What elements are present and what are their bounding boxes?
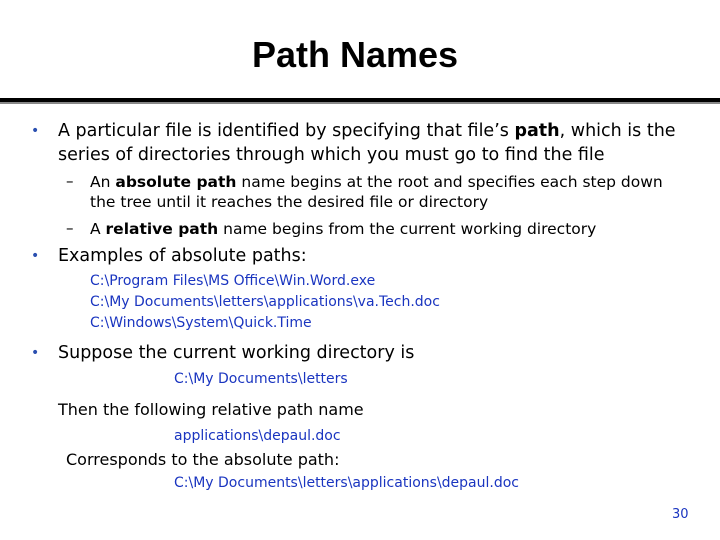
dash-icon: –	[66, 172, 74, 190]
bullet-examples: Examples of absolute paths:	[58, 246, 307, 266]
bullet-suppose: Suppose the current working directory is	[58, 343, 415, 363]
bullet-icon: •	[31, 248, 40, 264]
bullet-text: , which is the series of directories through which you must go to find the file	[58, 121, 676, 165]
bullet-path-definition	[58, 119, 698, 167]
page-number: 30	[672, 507, 689, 522]
example-path: C:\Windows\System\Quick.Time	[90, 315, 312, 331]
bold-term: relative path	[105, 220, 219, 238]
example-paths-list	[90, 271, 440, 334]
sub-text: An	[90, 173, 116, 191]
relative-path-example: applications\depaul.doc	[174, 428, 341, 444]
bold-term: absolute path	[115, 173, 237, 191]
bold-term: path	[514, 121, 560, 141]
bullet-text: A particular file is identified by specifying that file’s	[58, 121, 515, 141]
bullet-icon: •	[31, 345, 40, 361]
sub-text: A	[90, 220, 106, 238]
bullet-icon: •	[31, 123, 40, 139]
example-path: C:\My Documents\letters\applications\va.Tech.doc	[90, 294, 440, 310]
then-text: Then the following relative path name	[58, 400, 364, 419]
sub-bullet-relative	[90, 219, 690, 239]
slide-title: Path Names	[251, 34, 459, 75]
example-path: C:\Program Files\MS Office\Win.Word.exe	[90, 273, 376, 289]
corresponds-text: Corresponds to the absolute path:	[66, 450, 340, 469]
sub-text: name begins at the root and specifies each step down the tree until it reaches the desired file or directory	[90, 173, 663, 211]
sub-bullet-absolute	[90, 172, 690, 212]
absolute-path-example: C:\My Documents\letters\applications\depaul.doc	[174, 475, 519, 491]
dash-icon: –	[66, 219, 74, 237]
current-directory-path: C:\My Documents\letters	[174, 371, 348, 387]
title-divider	[0, 98, 720, 104]
sub-text: name begins from the current working directory	[218, 220, 597, 238]
